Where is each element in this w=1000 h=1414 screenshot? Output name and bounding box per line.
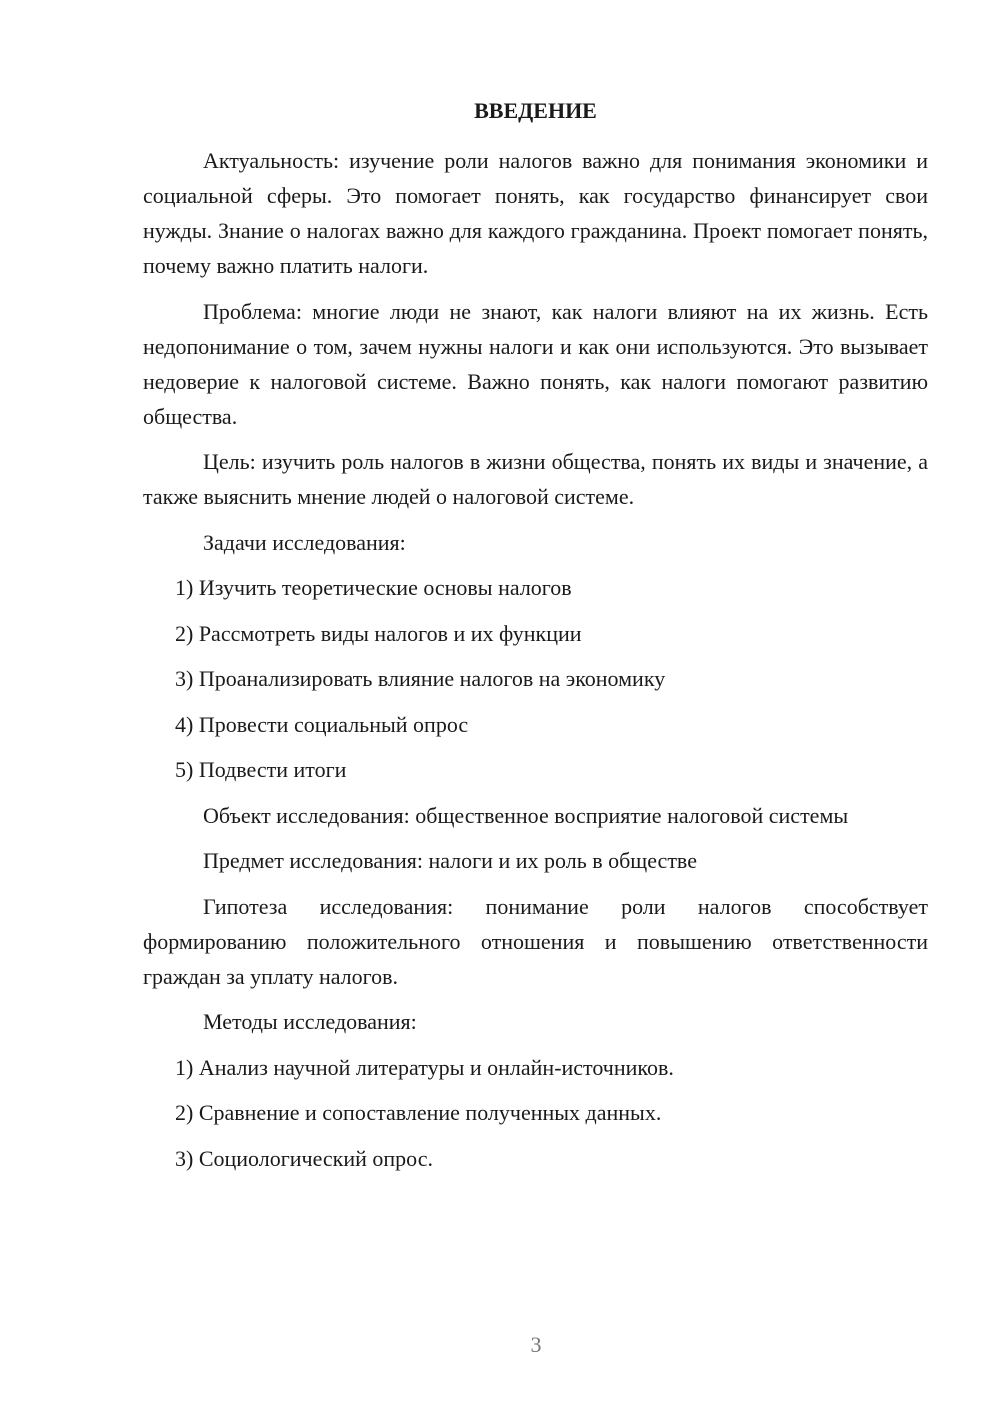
paragraph-hypothesis: Гипотеза исследования: понимание роли налогов способствует формированию положительного отношения и повышению ответственности граждан за уплату налогов. <box>143 893 928 989</box>
section-title: ВВЕДЕНИЕ <box>474 98 597 123</box>
task-item: 5) Подвести итоги <box>175 757 347 782</box>
task-item: 3) Проанализировать влияние налогов на экономику <box>175 666 666 691</box>
methods-heading: Методы исследования: <box>203 1009 417 1034</box>
paragraph-problem: Проблема: многие люди не знают, как налоги влияют на их жизнь. Есть недопонимание о том, зачем нужны налоги и как они используются. Это вызывает недоверие к налоговой системе. Важно понять, как налоги помогают развитию общества. <box>143 298 928 429</box>
paragraph-relevance: Актуальность: изучение роли налогов важно для понимания экономики и социальной сферы. Это помогает понять, как государство финансирует свои нужды. Знание о налогах важно для каждого гражданина. Проект помогает понять, почему важно платить налоги. <box>143 148 928 278</box>
paragraph-subject: Предмет исследования: налоги и их роль в обществе <box>203 848 697 873</box>
page-content <box>143 93 928 1186</box>
page-number: 3 <box>530 1332 542 1357</box>
method-item: 3) Социологический опрос. <box>175 1145 433 1171</box>
paragraph-object: Объект исследования: общественное восприятие налоговой системы <box>203 802 849 828</box>
method-item: 1) Анализ научной литературы и онлайн-источников. <box>175 1054 674 1080</box>
task-item: 2) Рассмотреть виды налогов и их функции <box>175 620 582 646</box>
paragraph-goal: Цель: изучить роль налогов в жизни общества, понять их виды и значение, а также выяснить мнение людей о налоговой системе. <box>143 449 928 509</box>
method-item: 2) Сравнение и сопоставление полученных данных. <box>175 1100 662 1125</box>
tasks-heading: Задачи исследования: <box>203 529 406 555</box>
task-item: 1) Изучить теоретические основы налогов <box>175 575 572 600</box>
task-item: 4) Провести социальный опрос <box>175 711 469 737</box>
